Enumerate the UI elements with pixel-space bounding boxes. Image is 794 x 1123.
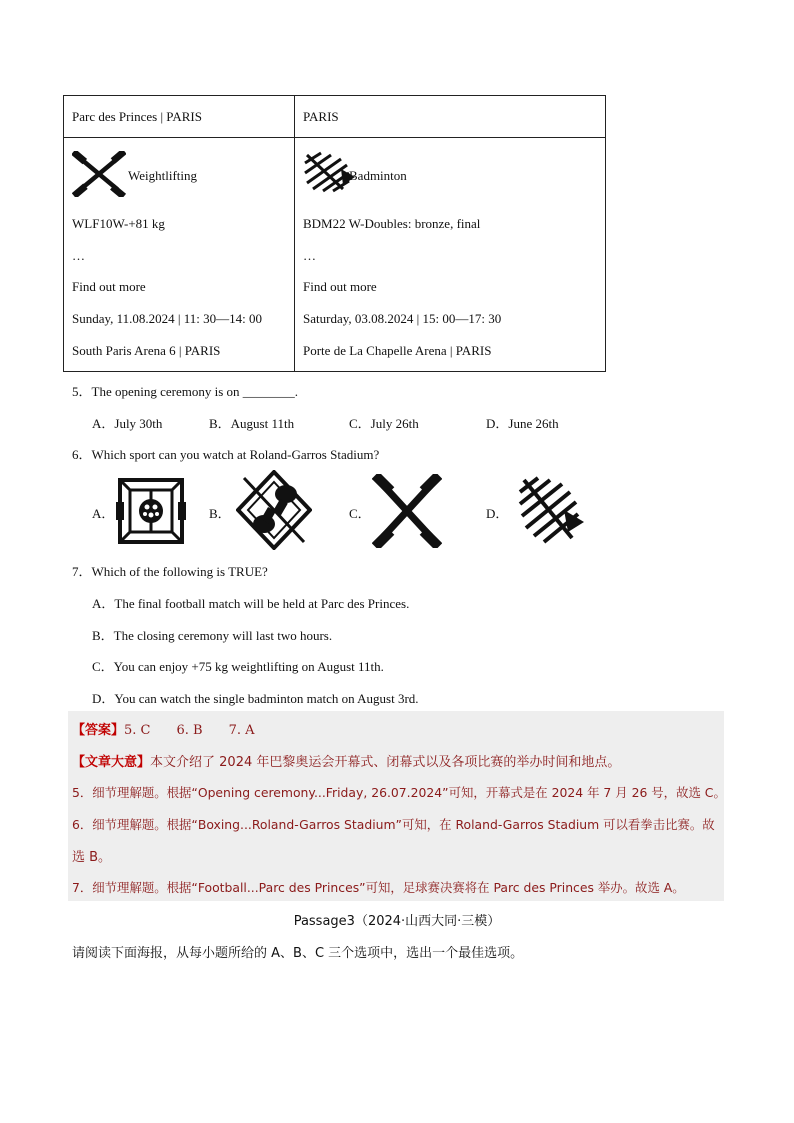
passage-title: Passage3（2024·山西大同·三模） <box>293 914 501 929</box>
find-out-more-link[interactable]: Find out more <box>303 279 377 294</box>
option-5b[interactable]: B．August 11th <box>209 416 295 431</box>
option-7d[interactable]: D．You can watch the single badminton match on August 3rd. <box>92 691 419 706</box>
find-out-more-link[interactable]: Find out more <box>72 279 146 294</box>
event-table <box>63 95 606 372</box>
option-5a[interactable]: A．July 30th <box>92 416 163 431</box>
question-5: 5．The opening ceremony is on ________. <box>72 384 299 399</box>
football-icon <box>116 474 186 548</box>
boxing-icon <box>236 470 312 550</box>
option-6d[interactable]: D． <box>486 506 509 521</box>
answer-line: 【答案】5. C 6. B 7. A <box>72 723 255 738</box>
event-card-badminton: Badminton BDM22 W-Doubles: bronze, final … Find out more Saturday, 03.08.2024 | 15: 00—17: 30 Porte de La Chapelle Arena | PARIS <box>295 138 606 372</box>
answer-section <box>68 711 724 901</box>
badminton-icon <box>516 474 586 548</box>
question-7: 7．Which of the following is TRUE? <box>72 564 268 579</box>
event-card-weightlifting: Weightlifting WLF10W-+81 kg … Find out more Sunday, 11.08.2024 | 11: 30—14: 00 South Paris Arena 6 | PARIS <box>64 138 295 372</box>
table-header-right: PARIS <box>295 96 606 138</box>
option-7b[interactable]: B．The closing ceremony will last two hours. <box>92 628 333 643</box>
option-6a[interactable]: A． <box>92 506 115 521</box>
summary-line: 【文章大意】本文介绍了 2024 年巴黎奥运会开幕式、闭幕式以及各项比赛的举办时间和地点。 <box>72 755 621 770</box>
weightlifting-icon <box>372 474 442 548</box>
weightlifting-icon <box>72 151 126 197</box>
explanation-6: 6．细节理解题。根据“Boxing...Roland-Garros Stadium”可知，在 Roland-Garros Stadium 可以看拳击比赛。故 <box>72 817 715 832</box>
option-6b[interactable]: B． <box>209 506 231 521</box>
option-5d[interactable]: D．June 26th <box>486 416 559 431</box>
passage-instruction: 请阅读下面海报，从每小题所给的 A、B、C 三个选项中，选出一个最佳选项。 <box>72 946 524 961</box>
question-6: 6．Which sport can you watch at Roland-Garros Stadium? <box>72 447 380 462</box>
explanation-7: 7．细节理解题。根据“Football...Parc des Princes”可知，足球赛决赛将在 Parc des Princes 举办。故选 A。 <box>72 880 685 895</box>
explanation-6-cont: 选 B。 <box>72 850 112 865</box>
option-5c[interactable]: C．July 26th <box>349 416 419 431</box>
explanation-5: 5．细节理解题。根据“Opening ceremony...Friday, 26.07.2024”可知，开幕式是在 2024 年 7 月 26 号，故选 C。 <box>72 785 726 800</box>
option-7c[interactable]: C．You can enjoy +75 kg weightlifting on August 11th. <box>92 659 384 674</box>
option-7a[interactable]: A．The final football match will be held at Parc des Princes. <box>92 596 410 611</box>
option-6c[interactable]: C． <box>349 506 371 521</box>
table-header-left: Parc des Princes | PARIS <box>64 96 295 138</box>
